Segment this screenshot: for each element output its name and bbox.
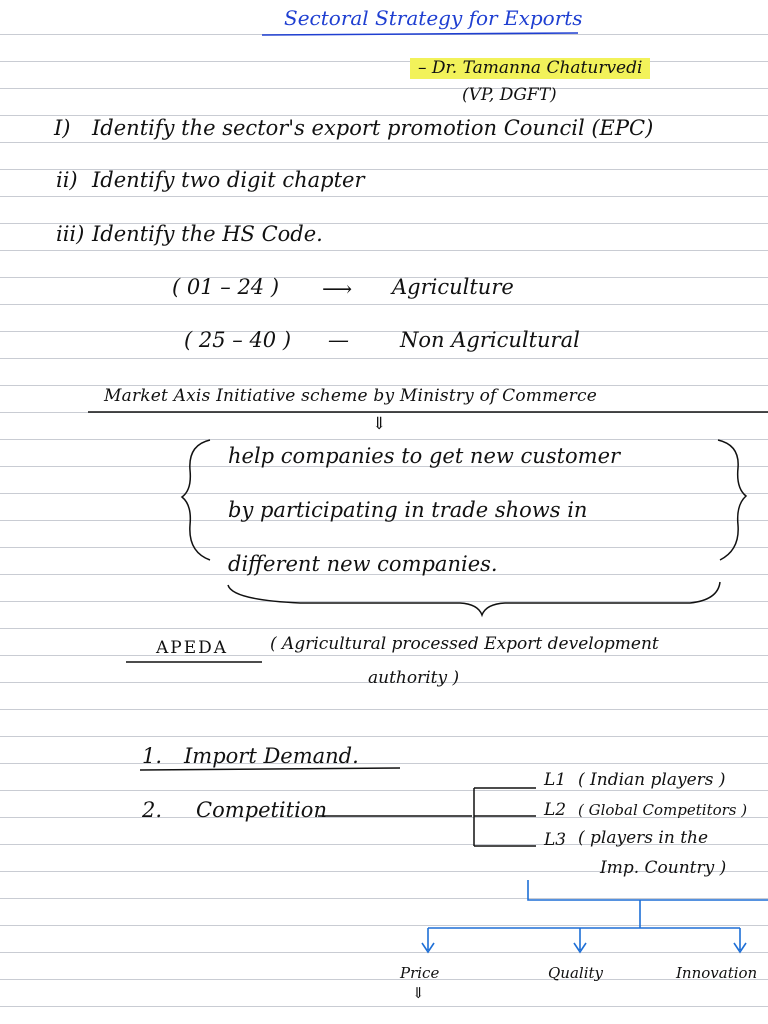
step-2-text: Identify two digit chapter	[92, 168, 365, 192]
outcome-quality: Quality	[548, 964, 603, 982]
level-1-desc: ( Indian players )	[578, 770, 726, 790]
outcome-price: Price	[400, 964, 440, 982]
import-demand-underline	[140, 768, 400, 770]
hs-range-1: ( 01 – 24 )	[172, 275, 280, 299]
apeda-full-line-2: authority )	[368, 668, 460, 688]
author-role: (VP, DGFT)	[462, 85, 557, 105]
step-1-text: Identify the sector's export promotion Council (EPC)	[92, 116, 654, 140]
hs-label-2: Non Agricultural	[400, 328, 580, 352]
factor-2-text: Competition	[196, 798, 327, 822]
level-3-desc: ( players in the	[578, 828, 709, 848]
level-2-code: L2	[544, 800, 567, 820]
author-name: – Dr. Tamanna Chaturvedi	[410, 58, 650, 79]
level-3-code: L3	[544, 830, 567, 850]
level-3-desc-cont: Imp. Country )	[600, 858, 727, 878]
hs-range-2: ( 25 – 40 )	[184, 328, 292, 352]
factor-1-number: 1.	[142, 744, 163, 768]
bottom-brace	[228, 582, 720, 615]
left-brace	[182, 440, 210, 560]
right-brace	[718, 440, 746, 560]
apeda-full-line-1: ( Agricultural processed Export development	[270, 634, 659, 654]
step-2-number: ii)	[56, 168, 78, 192]
step-3-text: Identify the HS Code.	[92, 222, 323, 246]
step-1-number: I)	[54, 116, 71, 140]
mai-line-3: different new companies.	[228, 552, 498, 576]
factor-2-number: 2.	[142, 798, 163, 822]
mai-heading: Market Axis Initiative scheme by Ministry of Commerce	[104, 386, 597, 406]
arrow-quality	[574, 928, 586, 952]
apeda-name: APEDA	[156, 638, 229, 658]
level-2-desc: ( Global Competitors )	[578, 801, 748, 819]
outcome-innovation: Innovation	[676, 964, 758, 982]
arrow-innovation	[734, 928, 746, 952]
mai-line-2: by participating in trade shows in	[228, 498, 588, 522]
level-1-code: L1	[544, 770, 567, 790]
hs-arrow-2: —	[328, 328, 349, 352]
mai-down-arrow: ⇓	[372, 414, 387, 434]
tree-top	[528, 880, 768, 900]
factor-1-text: Import Demand.	[184, 744, 359, 768]
arrow-price	[422, 928, 434, 952]
step-3-number: iii)	[56, 222, 85, 246]
hs-arrow-1: ⟶	[322, 277, 353, 301]
price-down-arrow: ⇓	[412, 984, 425, 1002]
mai-line-1: help companies to get new customer	[228, 444, 621, 468]
page-title: Sectoral Strategy for Exports	[284, 6, 583, 30]
title-underline	[262, 33, 578, 35]
hs-label-1: Agriculture	[392, 275, 514, 299]
